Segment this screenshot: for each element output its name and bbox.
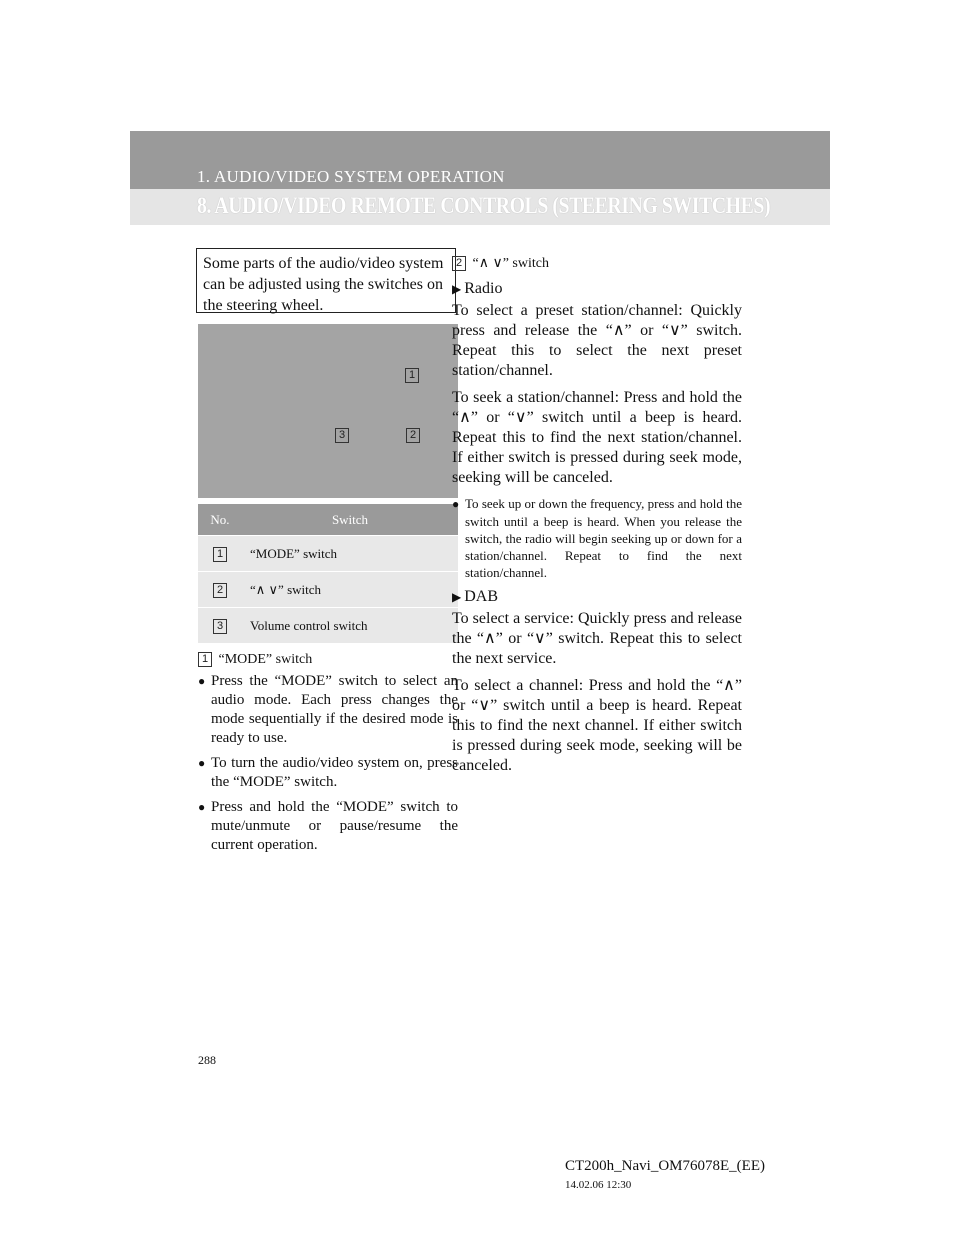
row-number: 2 (213, 583, 227, 598)
paragraph: To select a preset station/channel: Quickly press and release the “∧” or “∨” switch. Repeat this to select the next preset station/channel. (452, 302, 742, 379)
chapter-title: 8. AUDIO/VIDEO REMOTE CONTROLS (STEERING SWITCHES) (197, 193, 771, 218)
steering-switch-photo (198, 324, 458, 498)
intro-box: Some parts of the audio/video system can be adjusted using the switches on the steering wheel. (196, 248, 456, 313)
heading-text: “∧ ∨” switch (472, 256, 549, 271)
row-switch: “∧ ∨” switch (242, 572, 458, 608)
table-header (198, 504, 458, 536)
mode-switch-heading (198, 650, 458, 669)
row-number: 3 (213, 619, 227, 634)
doc-id: CT200h_Navi_OM76078E_(EE) (565, 1158, 765, 1174)
table-row (198, 572, 458, 608)
radio-heading: ▶ Radio (452, 279, 742, 299)
col-no: No. (198, 504, 242, 536)
updown-switch-section (452, 254, 742, 783)
paragraph: To select a service: Quickly press and release the “∧” or “∨” switch. Repeat this to select the next service. (452, 610, 742, 667)
callout-3: 3 (335, 428, 349, 443)
bullet-item: ● To turn the audio/video system on, press the “MODE” switch. (198, 754, 458, 792)
bullet-item: ● Press the “MODE” switch to select an audio mode. Each press changes the mode sequentially if the desired mode is ready to use. (198, 672, 458, 748)
section-title: 1. AUDIO/VIDEO SYSTEM OPERATION (197, 167, 505, 186)
chapter-title-bar (130, 189, 830, 225)
dab-heading: ▶ DAB (452, 587, 742, 607)
switch-table (198, 504, 458, 643)
bullet-item: ● Press and hold the “MODE” switch to mute/unmute or pause/resume the current operation. (198, 798, 458, 855)
table-row (198, 536, 458, 572)
row-switch: Volume control switch (242, 608, 458, 644)
section-header-bar (130, 131, 830, 189)
paragraph: To seek a station/channel: Press and hold the “∧” or “∨” switch until a beep is heard. Repeat this to find the next station/channel. If either switch is pressed during seek mode, seeking will be canceled. (452, 389, 742, 486)
paragraph: To select a channel: Press and hold the “∧” or “∨” switch until a beep is heard. Repeat this to find the next channel. If either switch is pressed during seek mode, seeking will be canceled. (452, 677, 742, 774)
table-row (198, 608, 458, 644)
col-switch: Switch (242, 504, 458, 536)
mode-switch-section (198, 650, 458, 861)
row-number: 1 (213, 547, 227, 562)
heading-number: 2 (452, 256, 466, 271)
heading-text: “MODE” switch (218, 652, 313, 667)
note-item: ● To seek up or down the frequency, press and hold the switch until a beep is heard. When you release the switch, the radio will begin seeking up or down for a station/channel. Repeat to find the next station/channel. (452, 495, 742, 581)
heading-number: 1 (198, 652, 212, 667)
doc-date: 14.02.06 12:30 (565, 1179, 632, 1191)
row-switch: “MODE” switch (242, 536, 458, 572)
page-number: 288 (198, 1053, 216, 1067)
updown-switch-heading (452, 254, 742, 273)
callout-1: 1 (405, 368, 419, 383)
callout-2: 2 (406, 428, 420, 443)
